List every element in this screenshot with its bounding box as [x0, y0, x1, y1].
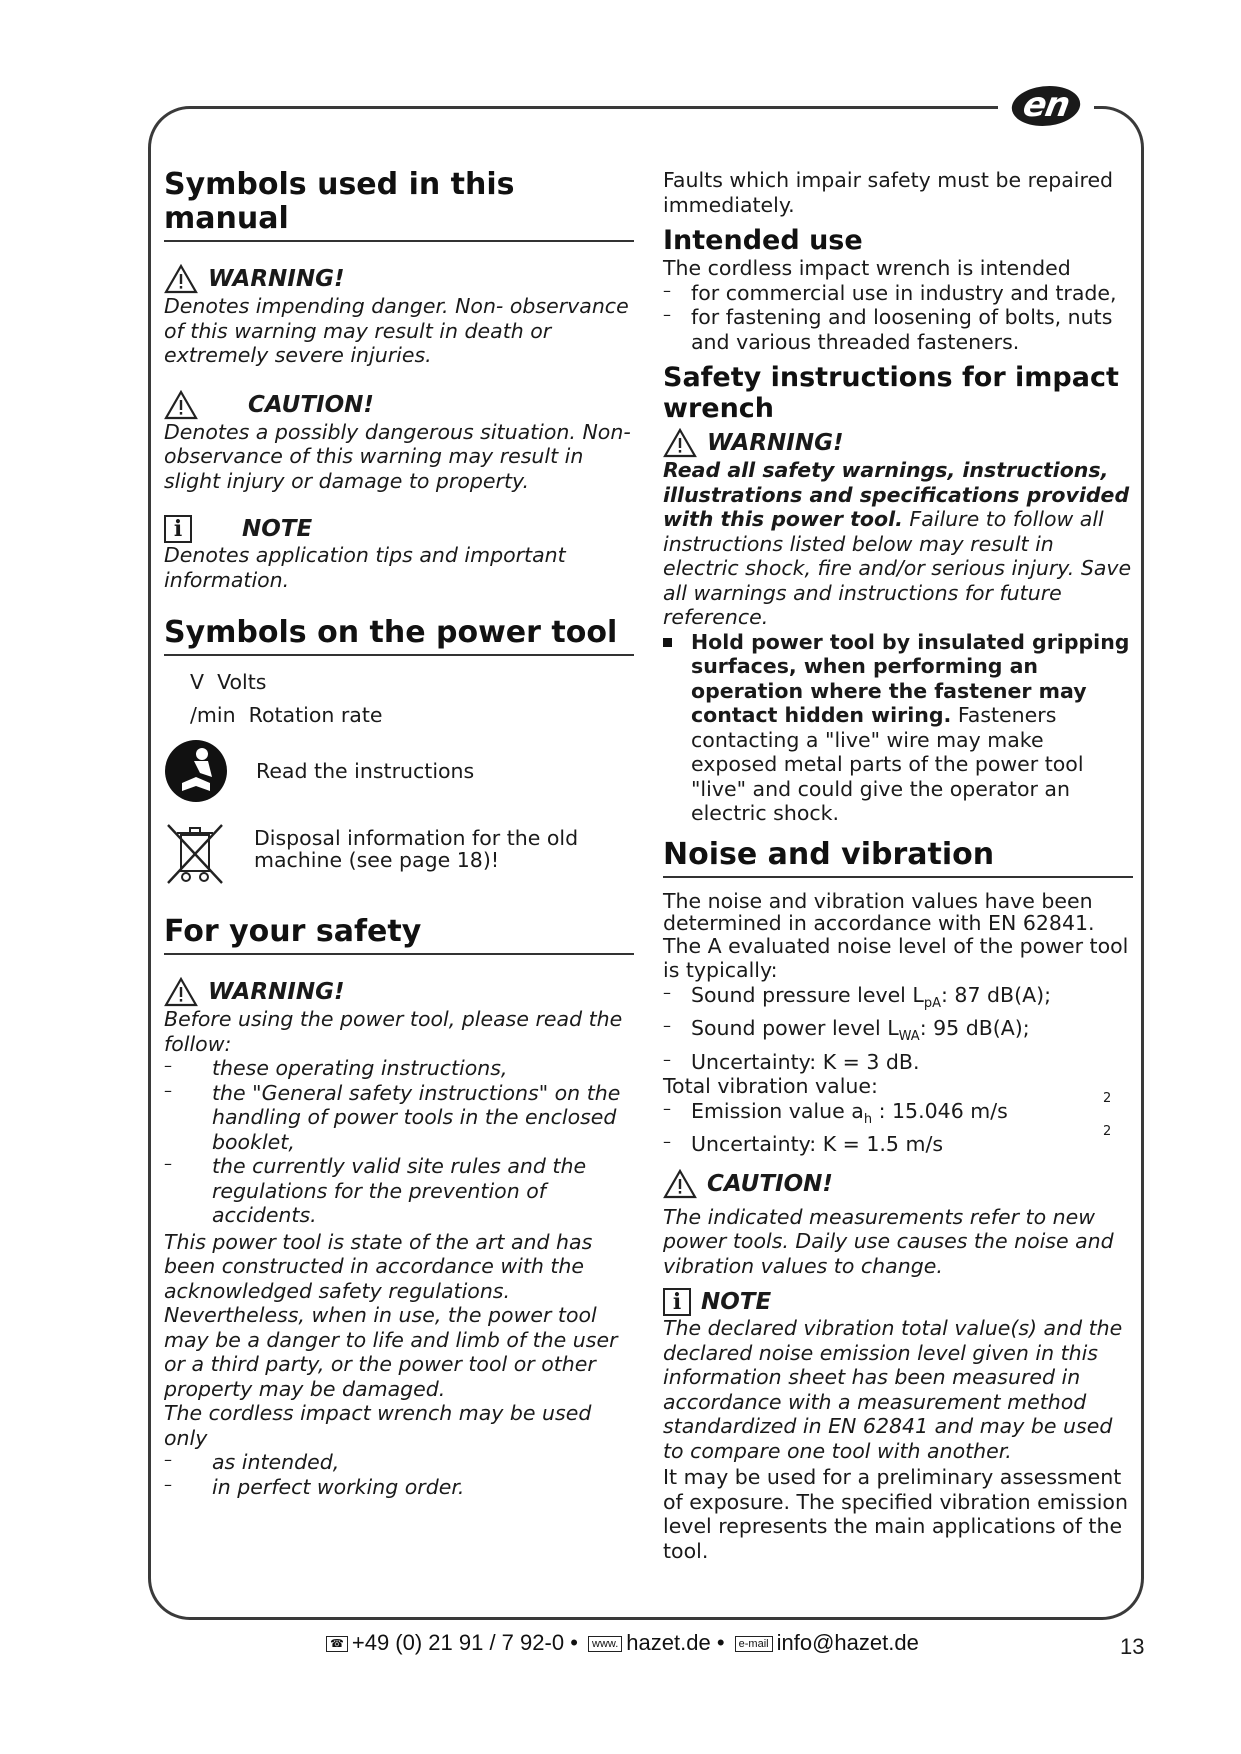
total-vibration-label: Total vibration value: [663, 1074, 878, 1099]
safety-dash-text: these operating instructions, [212, 1056, 508, 1080]
symbol-list [164, 670, 634, 727]
footer-email[interactable]: info@hazet.de [776, 1630, 919, 1655]
safety-intro: Before using the power tool, please read the follow: [164, 1007, 623, 1056]
impact-intro-rest: Failure to follow all instructions listed below may result in electric shock, fire and/or serious injury. Save all warnings and instructions for future reference. [663, 507, 1132, 629]
rotation-text: Rotation rate [248, 702, 383, 727]
note-text: Denotes application tips and important information. [164, 543, 566, 592]
safety-para-2: Nevertheless, when in use, the power tool may be a danger to life and limb of the user or a third party, or the power tool or other property may be damaged. [164, 1303, 618, 1401]
volts-text: Volts [217, 670, 267, 694]
safety-title: For your safety [164, 915, 634, 955]
noise-final-text: It may be used for a preliminary assessment of exposure. The specified vibration emission level represents the main applications of the tool. [663, 1465, 1128, 1563]
phone-icon: ☎ [326, 1636, 348, 1652]
warning-text: Denotes impending danger. Non- observance of this warning may result in death or extremely severe injuries. [164, 294, 629, 367]
swl-row: – Sound power level $L_{WA}$: 95 dB(A); [663, 1016, 1030, 1045]
noise-para-1: The noise and vibration values have been determined in accordance with EN 62841. [663, 888, 1095, 935]
left-column [164, 168, 634, 1499]
impact-warning-signal [663, 428, 1133, 458]
noise-caution-signal [663, 1169, 1133, 1199]
impact-bullet-rest: Fasteners contacting a "live" wire may make exposed metal parts of the power tool "live" and could give the operator an electric shock. [691, 703, 1084, 825]
usage-dash-text: as intended, [212, 1450, 340, 1474]
warning-triangle-icon [164, 264, 198, 294]
noise-note-label: NOTE [701, 1289, 772, 1316]
page-number: 13 [1120, 1634, 1145, 1659]
safety-para-3: The cordless impact wrench may be used only [164, 1401, 592, 1450]
rotation-row [190, 703, 634, 728]
min-symbol: /min [190, 702, 236, 727]
impact-bullet [663, 630, 1133, 826]
safety-dash-item: – these operating instructions, [164, 1056, 508, 1080]
right-column [663, 168, 1133, 1563]
impact-intro [663, 458, 1133, 630]
caution-triangle-icon [164, 390, 198, 420]
symbols-manual-title: Symbols used in this manual [164, 168, 634, 242]
language-badge: en [1008, 86, 1083, 126]
impact-warning-triangle-icon [663, 428, 697, 458]
emission-exponent: 2 [1103, 1090, 1112, 1106]
crossed-bin-icon [164, 821, 226, 887]
safety-para-1: This power tool is state of the art and has been constructed in accordance with the acknowledged safety regulations. [164, 1229, 593, 1303]
emission-row: – Emission value $a_h$ : 15.046 m/s 2 [663, 1090, 1112, 1127]
footer-separator: • [716, 1630, 725, 1655]
swl-sub: WA [898, 1029, 920, 1045]
web-icon: www. [588, 1636, 622, 1652]
volts-symbol: V [190, 670, 205, 694]
intended-dash-item: – for fastening and loosening of bolts, nuts and various threaded fasteners. [663, 305, 1133, 354]
uncertainty-db-text: Uncertainty: K = 3 dB. [691, 1049, 920, 1074]
disposal-row [164, 821, 634, 887]
swl-value: : 95 dB(A); [919, 1016, 1030, 1041]
warning-signal [164, 264, 634, 294]
usage-dash-item: – in perfect working order. [164, 1474, 465, 1499]
disposal-text: Disposal information for the old machine (see page 18)! [254, 826, 579, 872]
caution-signal [164, 390, 634, 420]
footer-web[interactable]: hazet.de [626, 1630, 711, 1655]
noise-caution-text: The indicated measurements refer to new power tools. Daily use causes the noise and vibration values to change. [663, 1204, 1114, 1278]
spl-sub: pA [923, 995, 941, 1011]
intended-intro: The cordless impact wrench is intended [663, 256, 1071, 280]
safety-warning-label: WARNING! [208, 979, 345, 1005]
caution-text: Denotes a possibly dangerous situation. Non- observance of this warning may result in slight injury or damage to property. [164, 419, 631, 493]
safety-dash-text: the currently valid site rules and the regulations for the prevention of accidents. [212, 1154, 587, 1227]
swl-label: Sound power level L [691, 1016, 899, 1041]
footer-contact [0, 1630, 1241, 1656]
usage-dash-text: in perfect working order. [212, 1474, 465, 1499]
uncertainty-ms-row: – Uncertainty: K = 1.5 m/s 2 [663, 1124, 1112, 1157]
spl-row: – Sound pressure level $L_{pA}$: 87 dB(A); [663, 982, 1052, 1011]
bullet-square-icon [663, 638, 672, 647]
safety-dash-item: – the currently valid site rules and the regulations for the prevention of accidents. [164, 1154, 634, 1228]
footer-separator: • [570, 1630, 578, 1655]
emission-sub: h [863, 1111, 873, 1127]
noise-info-icon: i [663, 1288, 691, 1316]
impact-intro-bold: Read all safety warnings, instructions, illustrations and specifications provided with this power tool. [663, 458, 1130, 531]
volts-row [190, 670, 634, 695]
read-instructions-text: Read the instructions [256, 758, 475, 783]
faults-text: Faults which impair safety must be repaired immediately. [663, 168, 1114, 217]
noise-caution-triangle-icon [663, 1169, 697, 1199]
noise-note-signal [663, 1288, 1133, 1316]
noise-title: Noise and vibration [663, 838, 1133, 878]
caution-label: CAUTION! [248, 391, 374, 418]
email-icon: e-mail [735, 1636, 773, 1652]
intended-use-title: Intended use [663, 225, 863, 256]
read-manual-icon [164, 739, 228, 803]
emission-label: Emission value a [691, 1098, 864, 1123]
impact-safety-title: Safety instructions for impact wrench [663, 362, 1119, 424]
spl-label: Sound pressure level L [691, 982, 924, 1007]
warning-label: WARNING! [208, 266, 345, 292]
uncertainty-db-row: – Uncertainty: K = 3 dB. [663, 1049, 920, 1074]
safety-warning-triangle-icon [164, 977, 198, 1007]
info-icon: i [164, 515, 192, 543]
note-label: NOTE [242, 516, 313, 542]
noise-note-text: The declared vibration total value(s) and the declared noise emission level given in this information sheet has been measured in accordance with a measurement method standardized in EN 62841 and may be used to compare one tool with another. [663, 1316, 1123, 1463]
impact-bullet-bold: Hold power tool by insulated gripping surfaces, when performing an operation where the fastener may contact hidden wiring. [691, 629, 1130, 727]
note-signal [164, 515, 634, 543]
symbols-tool-title: Symbols on the power tool [164, 616, 634, 656]
usage-dash-item: – as intended, [164, 1450, 340, 1474]
intended-dash-text: for fastening and loosening of bolts, nuts and various threaded fasteners. [691, 305, 1113, 354]
impact-bullet-text [691, 630, 1133, 826]
impact-warning-label: WARNING! [707, 430, 844, 456]
safety-warning-signal [164, 977, 634, 1007]
noise-caution-label: CAUTION! [707, 1170, 833, 1197]
emission-value: : 15.046 m/s [872, 1098, 1008, 1123]
intended-dash-item: – for commercial use in industry and trade, [663, 280, 1117, 305]
uncertainty-exponent: 2 [1103, 1124, 1112, 1140]
spl-value: : 87 dB(A); [940, 982, 1052, 1007]
uncertainty-ms-text: Uncertainty: K = 1.5 m/s [691, 1132, 944, 1157]
safety-dash-text: the "General safety instructions" on the handling of power tools in the enclosed booklet, [212, 1080, 621, 1154]
footer-phone: +49 (0) 21 91 / 7 92-0 [351, 1630, 565, 1655]
safety-dash-item: – the "General safety instructions" on the handling of power tools in the enclosed booklet, [164, 1081, 634, 1155]
intended-dash-text: for commercial use in industry and trade, [691, 280, 1117, 305]
read-instructions-row [164, 739, 634, 803]
noise-para-2: The A evaluated noise level of the power tool is typically: [663, 933, 1129, 982]
